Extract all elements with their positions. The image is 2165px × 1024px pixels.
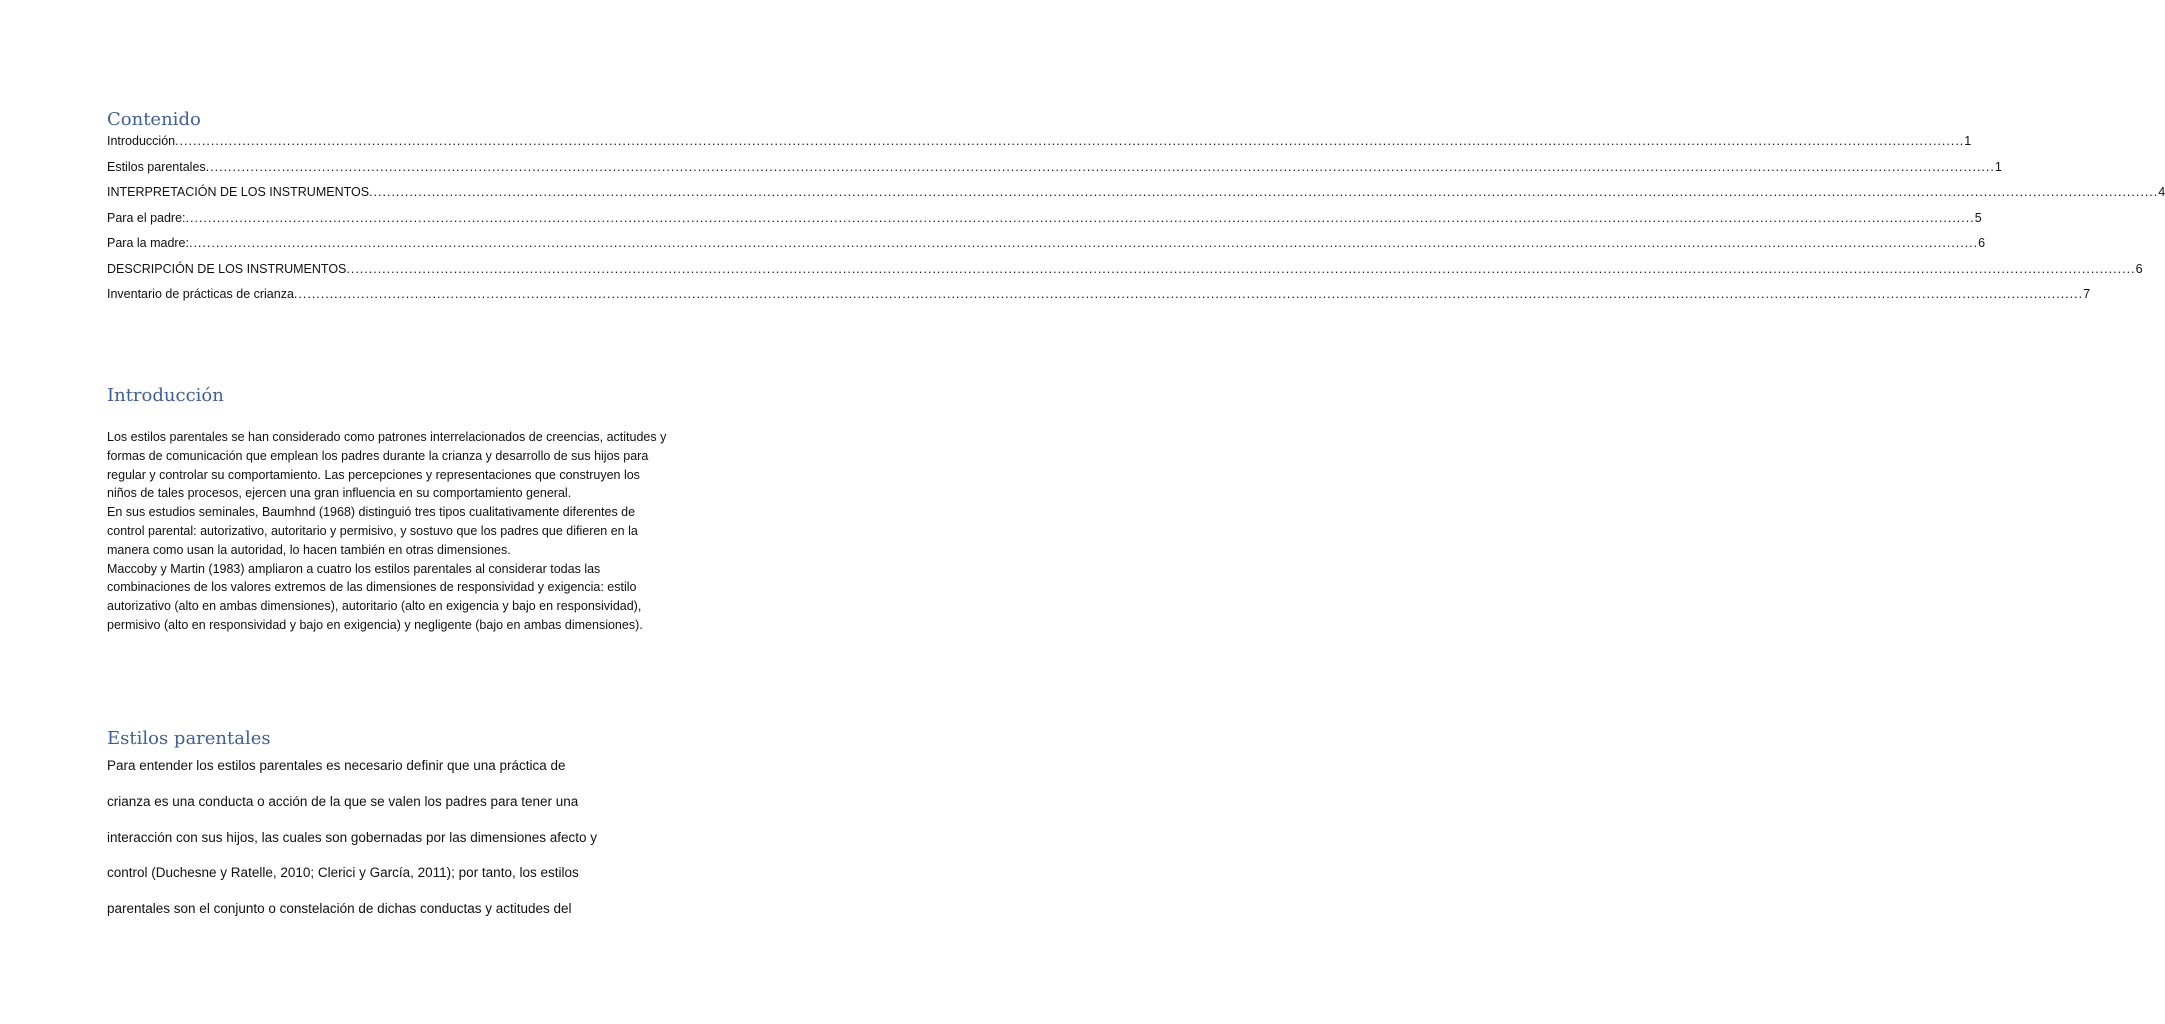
- toc-entry[interactable]: [107, 210, 1982, 237]
- toc-entry-page: 6: [1978, 236, 1986, 250]
- toc-entry-page: 5: [1974, 210, 1982, 225]
- toc-entry-label: INTERPRETACIÓN DE LOS INSTRUMENTOS: [107, 185, 370, 199]
- toc-entry-page: 4: [2158, 185, 2165, 199]
- toc-entry[interactable]: [107, 185, 2165, 211]
- toc-entry[interactable]: [107, 159, 2002, 186]
- toc-entry-label: DESCRIPCIÓN DE LOS INSTRUMENTOS: [107, 261, 347, 276]
- body-line: parentales son el conjunto o constelación de dichas conductas y actitudes del: [107, 901, 572, 917]
- body-line: control (Duchesne y Ratelle, 2010; Clerici y García, 2011); por tanto, los estilos: [107, 865, 579, 881]
- estilos-heading: Estilos parentales: [107, 728, 271, 749]
- body-paragraph: Maccoby y Martin (1983) ampliaron a cuatro los estilos parentales al considerar todas las combinaciones de los valores extremos de las dimensiones de responsividad y exigencia: estilo autorizativo (alto en ambas dimensiones), autoritario (alto en exigencia y bajo en responsividad), permisivo (alto en responsividad y bajo en exigencia) y negligente (bajo en ambas dimensiones).: [107, 561, 643, 632]
- toc-entry-page: 1: [1964, 134, 1972, 148]
- toc-entry-label: Estilos parentales: [107, 159, 206, 174]
- toc-leader-dots: ................................................................................................................................................................................................................................................................................................................................................................................................................: [293, 287, 2084, 301]
- toc-leader-dots: ................................................................................................................................................................................................................................................................................................................................................................................................................: [205, 159, 1995, 174]
- toc-entry-page: 1: [1994, 159, 2002, 174]
- introduccion-body: [107, 428, 667, 635]
- body-paragraph: En sus estudios seminales, Baumhnd (1968) distinguió tres tipos cualitativamente diferentes de control parental: autorizativo, autoritario y permisivo, y sostuvo que los padres que difieren en la manera como usan la autoridad, lo hacen también en otras dimensiones.: [107, 505, 638, 557]
- toc-leader-dots: ................................................................................................................................................................................................................................................................................................................................................................................................................: [185, 210, 1975, 225]
- body-line: interacción con sus hijos, las cuales son gobernadas por las dimensiones afecto y: [107, 829, 598, 845]
- toc-leader-dots: ................................................................................................................................................................................................................................................................................................................................................................................................................: [369, 185, 2159, 199]
- toc-entry[interactable]: [107, 236, 1986, 262]
- toc-entry[interactable]: [107, 261, 2143, 288]
- body-line: crianza es una conducta o acción de la que se valen los padres para tener una: [107, 793, 579, 809]
- toc-leader-dots: ................................................................................................................................................................................................................................................................................................................................................................................................................: [175, 134, 1965, 148]
- toc-entry-label: Introducción: [107, 134, 176, 148]
- body-line: Para entender los estilos parentales es necesario definir que una práctica de: [107, 758, 566, 773]
- toc-leader-dots: ................................................................................................................................................................................................................................................................................................................................................................................................................: [188, 236, 1979, 250]
- toc-entry-label: Para el padre:: [107, 210, 186, 225]
- introduccion-heading: Introducción: [107, 385, 224, 406]
- toc-entry-label: Inventario de prácticas de crianza: [107, 287, 294, 301]
- contents-heading: Contenido: [107, 109, 201, 130]
- toc-entry-label: Para la madre:: [107, 236, 189, 250]
- toc-entry[interactable]: [107, 287, 2091, 313]
- toc-entry-page: 6: [2135, 261, 2143, 276]
- estilos-body: [107, 748, 662, 927]
- table-of-contents: [107, 134, 2165, 313]
- body-paragraph: Los estilos parentales se han considerado como patrones interrelacionados de creencias, actitudes y formas de comunicación que emplean los padres durante la crianza y desarrollo de sus hijos para regular y controlar su comportamiento. Las percepciones y representaciones que construyen los niños de tales procesos, ejercen una gran influencia en su comportamiento general.: [107, 430, 667, 501]
- toc-leader-dots: ................................................................................................................................................................................................................................................................................................................................................................................................................: [346, 261, 2136, 276]
- toc-entry-page: 7: [2083, 287, 2091, 301]
- toc-entry[interactable]: [107, 134, 1972, 160]
